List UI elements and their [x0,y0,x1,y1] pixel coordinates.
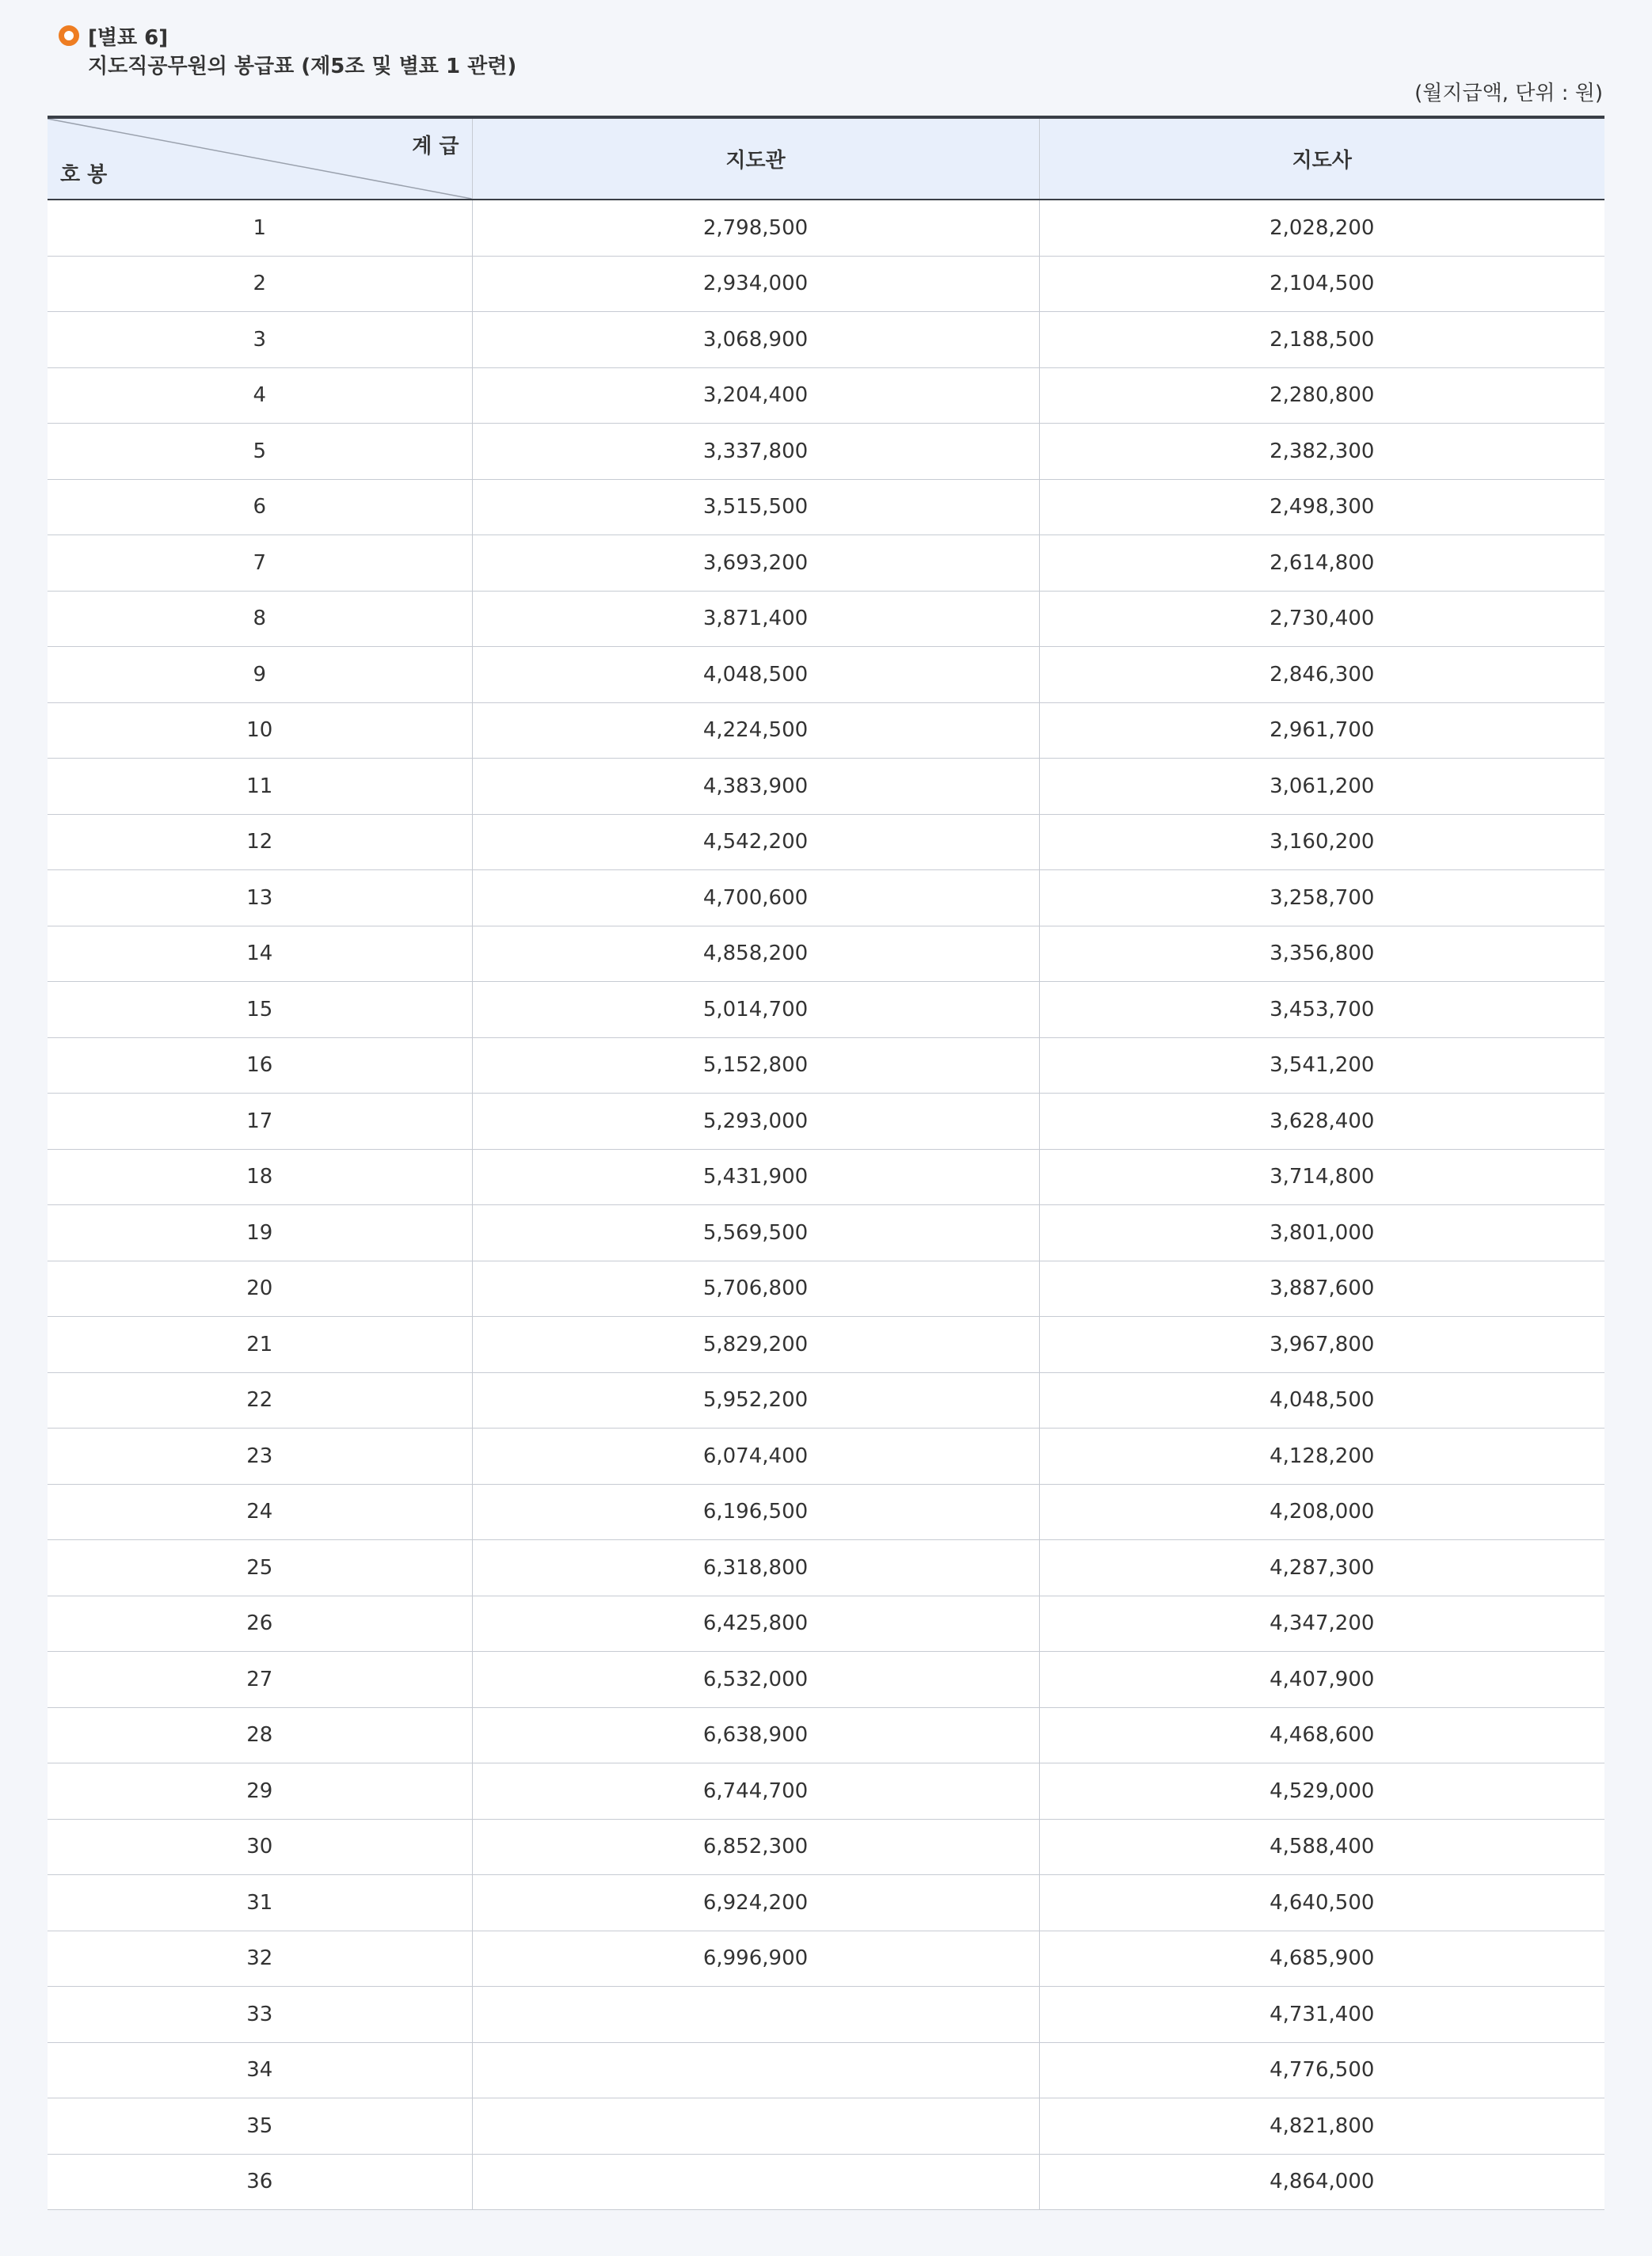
table-row [48,200,1604,256]
jidogwan-salary-cell: 3,693,200 [472,535,1039,592]
jidogwan-salary-cell: 6,425,800 [472,1596,1039,1652]
jidosa-salary-cell: 4,821,800 [1039,2098,1604,2155]
step-number-cell: 36 [48,2154,472,2210]
table-title: 지도직공무원의 봉급표 (제5조 및 별표 1 관련) [88,55,517,78]
jidogwan-salary-cell: 5,829,200 [472,1317,1039,1373]
jidosa-salary-cell: 4,864,000 [1039,2154,1604,2210]
table-row [48,1763,1604,1820]
step-number-cell: 4 [48,367,472,424]
jidogwan-salary-cell: 5,431,900 [472,1149,1039,1205]
jidosa-salary-cell: 3,967,800 [1039,1317,1604,1373]
jidosa-salary-cell: 4,731,400 [1039,1987,1604,2043]
step-number-cell: 12 [48,814,472,870]
salary-table [48,116,1604,2210]
table-row [48,1429,1604,1485]
jidosa-salary-cell: 2,382,300 [1039,424,1604,480]
jidosa-salary-cell: 4,588,400 [1039,1819,1604,1875]
jidosa-salary-cell: 3,714,800 [1039,1149,1604,1205]
jidogwan-salary-cell: 4,700,600 [472,870,1039,926]
jidosa-salary-cell: 3,356,800 [1039,926,1604,982]
jidogwan-salary-cell: 3,204,400 [472,367,1039,424]
salary-table-section [48,24,1604,2210]
jidosa-salary-cell: 2,028,200 [1039,200,1604,256]
jidosa-salary-cell: 4,468,600 [1039,1707,1604,1763]
step-number-cell: 5 [48,424,472,480]
jidogwan-salary-cell: 3,068,900 [472,312,1039,368]
step-number-cell: 16 [48,1037,472,1094]
jidosa-salary-cell: 3,160,200 [1039,814,1604,870]
jidogwan-salary-cell: 6,532,000 [472,1652,1039,1708]
jidogwan-salary-cell: 5,152,800 [472,1037,1039,1094]
step-number-cell: 21 [48,1317,472,1373]
table-row [48,312,1604,368]
jidogwan-salary-cell: 2,934,000 [472,256,1039,312]
jidosa-salary-cell: 3,453,700 [1039,982,1604,1038]
step-number-cell: 28 [48,1707,472,1763]
jidogwan-salary-cell: 6,638,900 [472,1707,1039,1763]
jidosa-salary-cell: 3,887,600 [1039,1261,1604,1317]
table-row [48,814,1604,870]
step-number-cell: 29 [48,1763,472,1820]
step-number-cell: 10 [48,702,472,759]
jidosa-salary-cell: 3,628,400 [1039,1094,1604,1150]
step-number-cell: 7 [48,535,472,592]
table-row [48,1205,1604,1261]
step-number-cell: 9 [48,647,472,703]
table-row [48,1261,1604,1317]
jidogwan-salary-cell: 5,952,200 [472,1372,1039,1429]
table-row [48,1149,1604,1205]
table-row [48,1372,1604,1429]
section-header [48,24,1604,79]
jidosa-salary-cell: 4,048,500 [1039,1372,1604,1429]
step-number-cell: 11 [48,759,472,815]
step-number-cell: 1 [48,200,472,256]
jidosa-salary-cell: 2,614,800 [1039,535,1604,592]
jidosa-salary-cell: 4,128,200 [1039,1429,1604,1485]
jidosa-salary-cell: 3,061,200 [1039,759,1604,815]
table-row [48,535,1604,592]
jidogwan-salary-cell: 4,224,500 [472,702,1039,759]
step-number-cell: 17 [48,1094,472,1150]
jidogwan-salary-cell: 6,852,300 [472,1819,1039,1875]
table-row [48,647,1604,703]
table-row [48,759,1604,815]
table-row [48,1484,1604,1540]
step-number-cell: 30 [48,1819,472,1875]
jidosa-salary-cell: 4,776,500 [1039,2042,1604,2098]
jidogwan-salary-cell: 4,858,200 [472,926,1039,982]
step-number-cell: 32 [48,1931,472,1987]
step-number-cell: 27 [48,1652,472,1708]
table-row [48,1819,1604,1875]
step-number-cell: 25 [48,1540,472,1596]
table-row [48,1652,1604,1708]
jidogwan-salary-cell: 3,337,800 [472,424,1039,480]
jidogwan-salary-cell [472,2154,1039,2210]
circle-bullet-icon [59,25,79,46]
unit-note: (월지급액, 단위 : 원) [1414,82,1603,105]
step-number-cell: 14 [48,926,472,982]
step-number-cell: 6 [48,479,472,535]
column-header-jidosa: 지도사 [1039,117,1604,200]
jidosa-salary-cell: 2,280,800 [1039,367,1604,424]
step-number-cell: 19 [48,1205,472,1261]
table-row [48,367,1604,424]
jidosa-salary-cell: 4,208,000 [1039,1484,1604,1540]
jidogwan-salary-cell: 5,293,000 [472,1094,1039,1150]
jidogwan-salary-cell: 2,798,500 [472,200,1039,256]
jidosa-salary-cell: 2,498,300 [1039,479,1604,535]
jidogwan-salary-cell: 3,515,500 [472,479,1039,535]
table-row [48,2098,1604,2155]
step-number-cell: 13 [48,870,472,926]
jidosa-salary-cell: 4,407,900 [1039,1652,1604,1708]
table-row [48,926,1604,982]
table-row [48,256,1604,312]
jidosa-salary-cell: 4,287,300 [1039,1540,1604,1596]
table-row [48,870,1604,926]
jidosa-salary-cell: 2,846,300 [1039,647,1604,703]
step-number-cell: 2 [48,256,472,312]
table-row [48,1707,1604,1763]
table-row [48,1094,1604,1150]
table-header-row [48,117,1604,200]
diagonal-divider [48,119,472,199]
jidogwan-salary-cell: 6,318,800 [472,1540,1039,1596]
jidosa-salary-cell: 4,529,000 [1039,1763,1604,1820]
jidosa-salary-cell: 2,730,400 [1039,591,1604,647]
appendix-label: [별표 6] [88,26,169,50]
jidogwan-salary-cell: 3,871,400 [472,591,1039,647]
table-row [48,1037,1604,1094]
step-header-label: 호 봉 [60,163,108,187]
jidogwan-salary-cell [472,2042,1039,2098]
jidogwan-salary-cell [472,1987,1039,2043]
table-body [48,200,1604,2210]
jidosa-salary-cell: 4,685,900 [1039,1931,1604,1987]
step-number-cell: 15 [48,982,472,1038]
step-number-cell: 26 [48,1596,472,1652]
jidogwan-salary-cell: 6,996,900 [472,1931,1039,1987]
step-number-cell: 23 [48,1429,472,1485]
column-header-jidogwan: 지도관 [472,117,1039,200]
jidosa-salary-cell: 4,347,200 [1039,1596,1604,1652]
step-number-cell: 35 [48,2098,472,2155]
table-row [48,2154,1604,2210]
jidosa-salary-cell: 3,258,700 [1039,870,1604,926]
step-number-cell: 20 [48,1261,472,1317]
jidosa-salary-cell: 3,541,200 [1039,1037,1604,1094]
jidogwan-salary-cell: 6,074,400 [472,1429,1039,1485]
jidosa-salary-cell: 2,961,700 [1039,702,1604,759]
jidogwan-salary-cell [472,2098,1039,2155]
jidosa-salary-cell: 2,104,500 [1039,256,1604,312]
jidogwan-salary-cell: 5,569,500 [472,1205,1039,1261]
step-number-cell: 18 [48,1149,472,1205]
table-row [48,424,1604,480]
jidosa-salary-cell: 4,640,500 [1039,1875,1604,1931]
step-number-cell: 3 [48,312,472,368]
step-number-cell: 22 [48,1372,472,1429]
jidogwan-salary-cell: 6,196,500 [472,1484,1039,1540]
table-row [48,479,1604,535]
jidogwan-salary-cell: 6,924,200 [472,1875,1039,1931]
table-row [48,1987,1604,2043]
jidogwan-salary-cell: 4,542,200 [472,814,1039,870]
jidogwan-salary-cell: 5,014,700 [472,982,1039,1038]
step-number-cell: 8 [48,591,472,647]
table-row [48,591,1604,647]
corner-header-cell [48,117,472,200]
step-number-cell: 31 [48,1875,472,1931]
table-row [48,1931,1604,1987]
grade-header-label: 계 급 [412,135,459,158]
step-number-cell: 24 [48,1484,472,1540]
jidogwan-salary-cell: 5,706,800 [472,1261,1039,1317]
step-number-cell: 34 [48,2042,472,2098]
table-row [48,702,1604,759]
table-row [48,1317,1604,1373]
jidogwan-salary-cell: 4,048,500 [472,647,1039,703]
jidogwan-salary-cell: 4,383,900 [472,759,1039,815]
table-row [48,982,1604,1038]
jidogwan-salary-cell: 6,744,700 [472,1763,1039,1820]
table-row [48,1540,1604,1596]
step-number-cell: 33 [48,1987,472,2043]
table-row [48,1596,1604,1652]
table-row [48,1875,1604,1931]
jidosa-salary-cell: 2,188,500 [1039,312,1604,368]
jidosa-salary-cell: 3,801,000 [1039,1205,1604,1261]
table-row [48,2042,1604,2098]
